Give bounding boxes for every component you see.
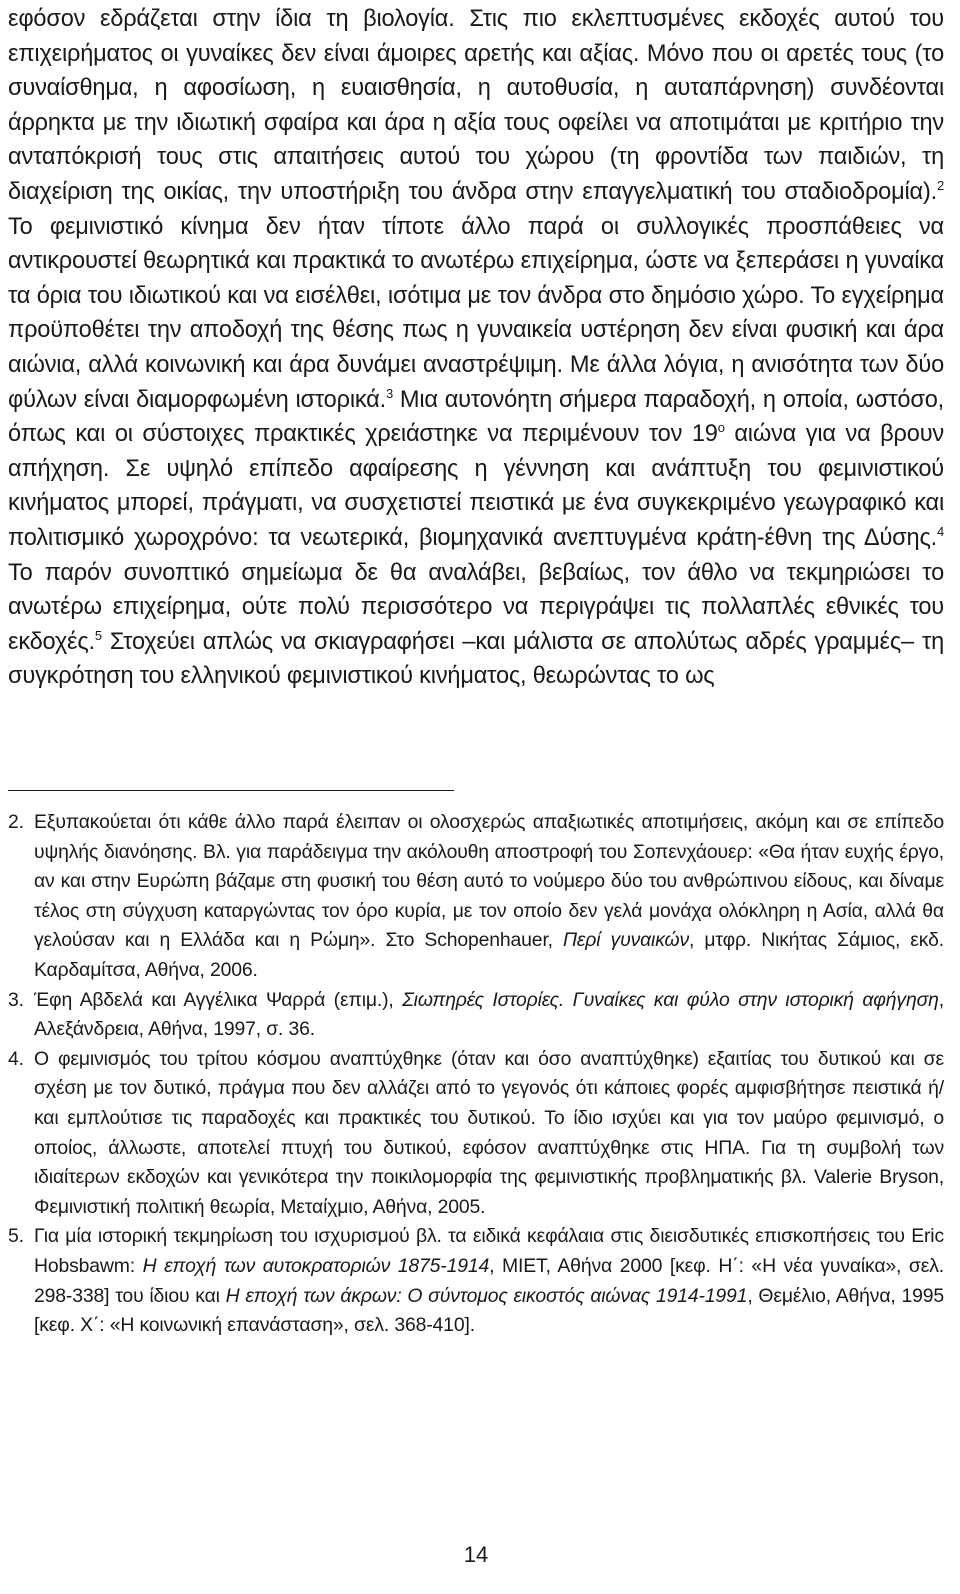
footnote-text (34, 808, 944, 986)
footnote-ref-4: 4 (936, 524, 944, 540)
footnote-text-part: , μτφρ. Νικήτας Σάμιος, εκδ. Καρδαμίτσα, Αθήνα, 2006. (34, 929, 944, 981)
footnote-4 (8, 1045, 944, 1223)
footnote-separator (8, 790, 454, 791)
body-paragraph (8, 0, 944, 694)
footnote-number: 2. (8, 811, 24, 833)
footnote-book-title: Η εποχή των αυτοκρατοριών 1875-1914 (142, 1254, 490, 1277)
footnote-book-title: Περί γυναικών (563, 929, 689, 952)
body-text-1: εφόσον εδράζεται στην ίδια τη βιολογία. Στις πιο εκλεπτυσμένες εκδοχές αυτού του επιχειρήματος οι γυναίκες δεν είναι άμοιρες αρετής και αξίας. Μόνο που οι αρετές τους (το συναίσθημα, η αφοσίωση, η ευαισθησία, η αυτοθυσία, η αυταπάρνηση) συνδέονται άρρηκτα με την ιδιωτική σφαίρα και άρα η αξία τους οφείλει να αποτιμάται με κριτήριο την ανταπόκρισή τους στις απαιτήσεις αυτού του χώρου (τη φροντίδα των παιδιών, τη διαχείριση της οικίας, την υποστήριξη του άνδρα στην επαγγελματική του σταδιοδρομία). (8, 6, 944, 205)
page-number: 14 (463, 1542, 489, 1567)
footnote-text-part: , Θεμέλιο, Αθήνα, 1995 [κεφ. Χ΄: «Η κοινωνική επανάσταση», σελ. 368-410]. (34, 1284, 944, 1337)
footnote-3 (8, 986, 944, 1045)
footnote-text-part: , Αλεξάνδρεια, Αθήνα, 1997, σ. 36. (34, 988, 944, 1041)
footnote-text (34, 986, 944, 1045)
body-text-3a: Μια αυτονόητη σήμερα παραδοχή, η οποία, ωστόσο, όπως και οι σύστοιχες πρακτικές χρειάστηκε να περιμένουν τον 19 (8, 386, 944, 448)
footnote-text: Ο φεμινισμός του τρίτου κόσμου αναπτύχθηκε (όταν και όσο αναπτύχθηκε) εξαιτίας του δυτικού και σε σχέση με τον δυτικό, πράγμα που δεν αλλάζει από το γεγονός ότι κάποιες φορές αμφισβήτησε πειστικά ή/και εμπλούτισε τις παραδοχές και πρακτικές του δυτικού. Το ίδιο ισχύει και για τον μαύρο φεμινισμό, ο οποίος, άλλωστε, αποτελεί πτυχή του δυτικού, εφόσον αναπτύχθηκε στις ΗΠΑ. Για τη συμβολή των ιδιαίτερων εκδοχών και γενικότερα την ποικιλομορφία της φεμινιστικής προβληματικής βλ. Valerie Bryson, Φεμινιστική πολιτική θεωρία, Μεταίχμιο, Αθήνα, 2005. (34, 1047, 944, 1218)
footnote-5 (8, 1222, 944, 1340)
footnote-text-part: , ΜΙΕΤ, Αθήνα 2000 [κεφ. Η΄: «Η νέα γυναίκα», σελ. 298-338] του ίδιου και (34, 1254, 944, 1307)
body-text-2: Το φεμινιστικό κίνημα δεν ήταν τίποτε άλλο παρά οι συλλογικές προσπάθειες να αντικρουστεί θεωρητικά και πρακτικά το ανωτέρω επιχείρημα, ώστε να ξεπεράσει η γυναίκα τα όρια του ιδιωτικού και να εισέλθει, ισότιμα με τον άνδρα στο δημόσιο χώρο. Το εγχείρημα προϋποθέτει την αποδοχή της θέσης πως η γυναικεία υστέρηση δεν είναι φυσική και άρα αιώνια, αλλά κοινωνική και άρα δυνάμει αναστρέψιμη. Με άλλα λόγια, η ανισότητα των δύο φύλων είναι διαμορφωμένη ιστορικά. (8, 213, 944, 413)
footnote-text-part: Έφη Αβδελά και Αγγέλικα Ψαρρά (επιμ.), (34, 988, 403, 1011)
footnote-ref-5: 5 (94, 627, 102, 643)
footnote-text-part: Για μία ιστορική τεκμηρίωση του ισχυρισμού βλ. τα ειδικά κεφάλαια στις διεισδυτικές επισκοπήσεις του Eric Hobsbawm: (34, 1225, 944, 1277)
body-text-3b: αιώνα για να βρουν απήχηση. Σε υψηλό επίπεδο αφαίρεσης η γέννηση και ανάπτυξη του φεμινιστικού κινήματος μπορεί, πράγματι, να συσχετιστεί πειστικά με ένα συγκεκριμένο γεωγραφικό και πολιτισμικό χωροχρόνο: τα νεωτερικά, βιομηχανικά ανεπτυγμένα κράτη-έθνη της Δύσης. (8, 421, 945, 551)
footnote-number: 5. (8, 1225, 24, 1248)
footnote-book-title: Η εποχή των άκρων: Ο σύντομος εικοστός αιώνας 1914-1991 (225, 1284, 748, 1307)
ordinal-superscript: ο (717, 420, 725, 436)
body-text-4: Το παρόν συνοπτικό σημείωμα δε θα αναλάβει, βεβαίως, τον άθλο να τεκμηριώσει το ανωτέρω επιχείρημα, ούτε πολύ περισσότερο να περιγράψει τις πολλαπλές εθνικές του εκδοχές. (8, 559, 944, 655)
footnotes (8, 808, 944, 1341)
footnote-text (34, 1222, 944, 1340)
footnote-2 (8, 808, 944, 986)
footnote-number: 3. (8, 988, 24, 1011)
footnote-ref-3: 3 (385, 385, 393, 401)
footnote-number: 4. (8, 1047, 24, 1070)
footnote-ref-2: 2 (936, 178, 944, 194)
document-page (8, 0, 945, 1567)
body-text-5: Στοχεύει απλώς να σκιαγραφήσει –και μάλιστα σε απολύτως αδρές γραμμές– τη συγκρότηση του ελληνικού φεμινιστικού κινήματος, θεωρώντας το ως (8, 628, 944, 690)
footnote-book-title: Σιωπηρές Ιστορίες. Γυναίκες και φύλο στην ιστορική αφήγηση (402, 988, 939, 1011)
footnote-text-part: Εξυπακούεται ότι κάθε άλλο παρά έλειπαν οι ολοσχερώς απαξιωτικές αποτιμήσεις, ακόμη και σε επίπεδο υψηλής διανόησης. Βλ. για παράδειγμα την ακόλουθη αποστροφή του Σοπενχάουερ: «Θα ήταν ευχής έργο, αν και στην Ευρώπη βάζαμε στη φυσική του θέση αυτό το νούμερο δύο του ανθρώπινου είδους, και δίναμε τέλος στη σύγχυση καταργώντας τον όρο κυρία, με τον οποίο δεν γελά μονάχα ολόκληρη η Ασία, αλλά θα γελούσαν και η Ελλάδα και η Ρώμη». Στο Schopenhauer, (34, 811, 944, 952)
